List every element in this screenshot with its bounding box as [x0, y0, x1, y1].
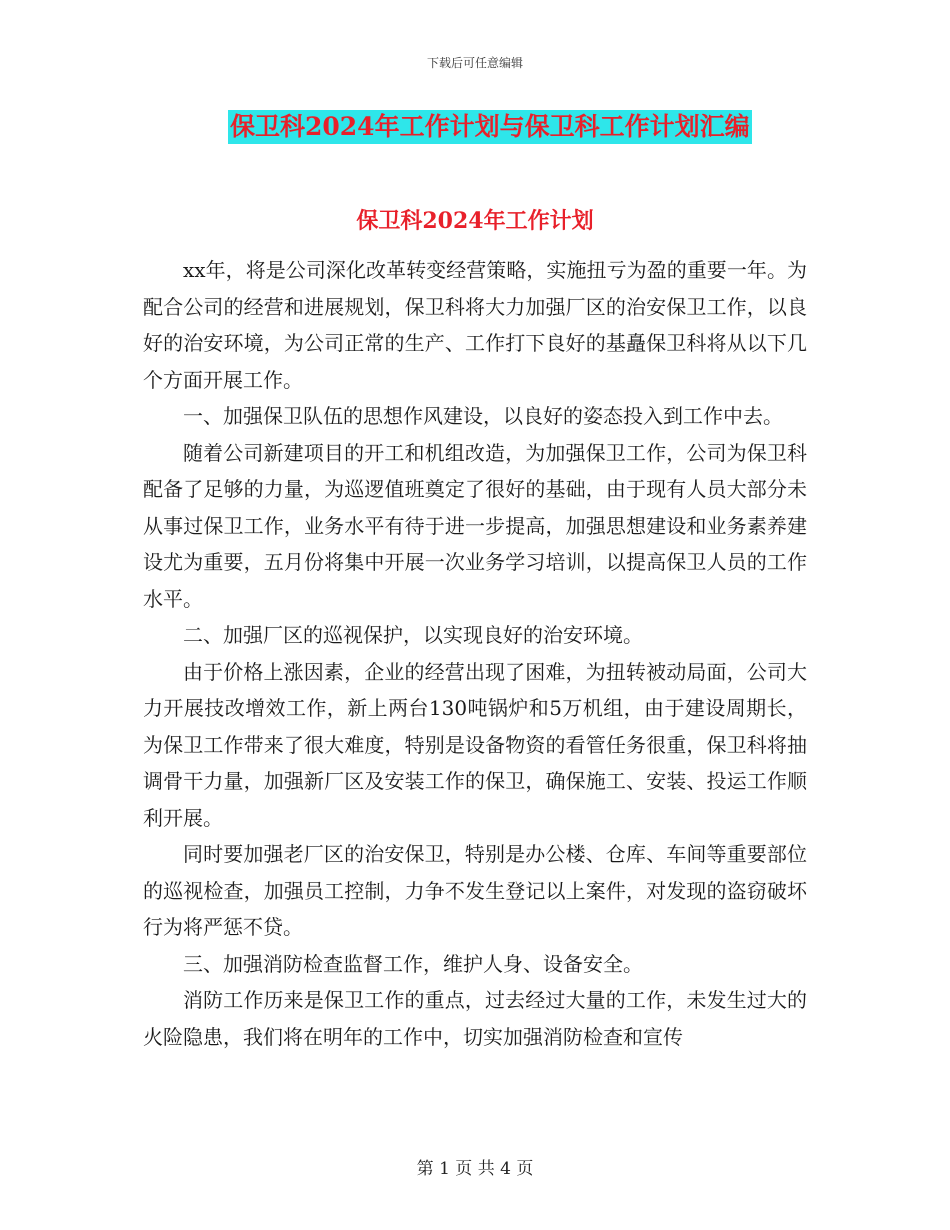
- section-heading-3: 三、加强消防检查监督工作，维护人身、设备安全。: [183, 951, 643, 976]
- header-note: 下载后可任意编辑: [426, 56, 523, 70]
- body-paragraph: 消防工作历来是保卫工作的重点，过去经过大量的工作，未发生过大的火险隐患，我们将在明年的工作中，切实加强消防检查和宣传: [143, 988, 807, 1049]
- document-body: [143, 252, 807, 1055]
- section-title: 保卫科2024年工作计划: [356, 208, 594, 234]
- document-title: 保卫科2024年工作计划与保卫科工作计划汇编: [228, 110, 752, 144]
- body-paragraph: 由于价格上涨因素，企业的经营出现了困难，为扭转被动局面，公司大力开展技改增效工作，新上两台130吨锅炉和5万机组，由于建设周期长，为保卫工作带来了很大难度，特别是设备物资的看管任务很重，保卫科将抽调骨干力量，加强新厂区及安装工作的保卫，确保施工、安装、投运工作顺利开展。: [143, 659, 807, 830]
- section-heading-2: 二、加强厂区的巡视保护，以实现良好的治安环境。: [183, 623, 643, 647]
- body-paragraph: xx年，将是公司深化改革转变经营策略，实施扭亏为盈的重要一年。为配合公司的经营和进展规划，保卫科将大力加强厂区的治安保卫工作，以良好的治安环境，为公司正常的生产、工作打下良好的基矗保卫科将从以下几个方面开展工作。: [143, 258, 807, 392]
- body-paragraph: 同时要加强老厂区的治安保卫，特别是办公楼、仓库、车间等重要部位的巡视检查，加强员工控制，力争不发生登记以上案件，对发现的盗窃破坏行为将严惩不贷。: [143, 842, 807, 939]
- body-paragraph: 随着公司新建项目的开工和机组改造，为加强保卫工作，公司为保卫科配备了足够的力量，为巡逻值班奠定了很好的基础，由于现有人员大部分未从事过保卫工作，业务水平有待于进一步提高，加强思想建设和业务素养建设尤为重要，五月份将集中开展一次业务学习培训，以提高保卫人员的工作水平。: [143, 440, 807, 611]
- section-heading-1: 一、加强保卫队伍的思想作风建设，以良好的姿态投入到工作中去。: [183, 404, 783, 428]
- page-number: 第 1 页 共 4 页: [416, 1159, 534, 1179]
